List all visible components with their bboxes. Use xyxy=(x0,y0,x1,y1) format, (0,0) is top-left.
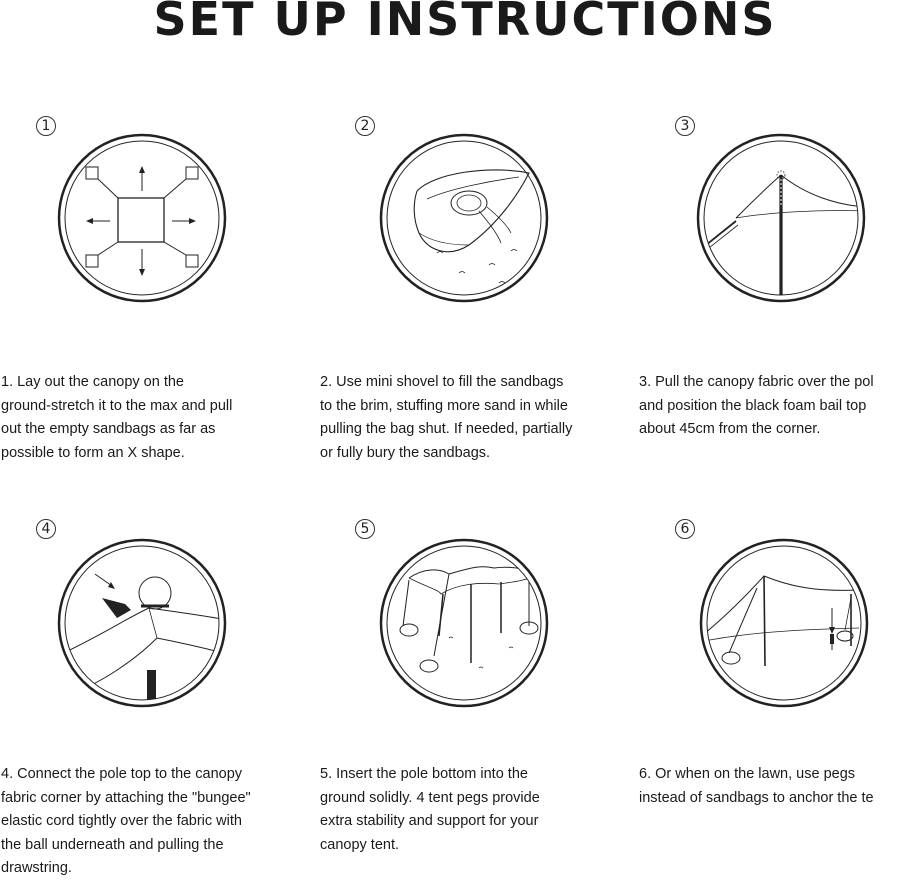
step-description-line: the ball underneath and pulling the xyxy=(1,836,224,853)
step-number-badge: 2 xyxy=(355,116,375,136)
step-description-line: out the empty sandbags as far as xyxy=(1,421,216,437)
step-description-line: pulling the bag shut. If needed, partially xyxy=(320,421,573,437)
step-description-line: 1. Lay out the canopy on the xyxy=(1,374,184,390)
step-description-line: ground solidly. 4 tent pegs provide xyxy=(320,789,540,806)
step-description xyxy=(639,763,901,810)
step-description-line: to the brim, stuffing more sand in while xyxy=(320,397,568,414)
step-number-badge: 5 xyxy=(355,519,375,539)
step-number-badge: 3 xyxy=(675,116,695,136)
step-description-line: possible to form an X shape. xyxy=(1,444,185,461)
step-description xyxy=(320,763,620,857)
step-description-line: 5. Insert the pole bottom into the xyxy=(320,766,528,782)
step-description-line: or fully bury the sandbags. xyxy=(320,444,491,461)
step-description-line: 2. Use mini shovel to fill the sandbags xyxy=(320,374,564,390)
step-number-badge: 6 xyxy=(675,519,695,539)
step-description-line: ground-stretch it to the max and pull xyxy=(1,397,233,414)
canopy-layout-icon xyxy=(57,133,227,303)
step-description-line: about 45cm from the corner. xyxy=(639,421,821,437)
step-number-badge: 1 xyxy=(36,116,56,136)
step-description xyxy=(1,763,301,881)
pole-insert-icon xyxy=(379,538,549,708)
step-description-line: and position the black foam bail top xyxy=(639,397,867,414)
step-description-line: 6. Or when on the lawn, use pegs xyxy=(639,766,856,782)
step-description xyxy=(639,371,901,442)
tent-peg-icon xyxy=(699,538,869,708)
page-title: SET UP INSTRUCTIONS xyxy=(153,0,777,46)
step-description xyxy=(1,371,301,465)
step-description-line: instead of sandbags to anchor the te xyxy=(639,789,874,806)
sandbag-fill-icon xyxy=(379,133,549,303)
step-description-line: drawstring. xyxy=(1,860,72,876)
step-description-line: elastic cord tightly over the fabric with xyxy=(1,813,242,829)
step-number-badge: 4 xyxy=(36,519,56,539)
step-description-line: extra stability and support for your xyxy=(320,813,539,829)
pole-fabric-icon xyxy=(696,133,866,303)
step-description-line: 4. Connect the pole top to the canopy xyxy=(1,766,243,782)
step-description-line: canopy tent. xyxy=(320,836,399,853)
step-description-line: fabric corner by attaching the "bungee" xyxy=(1,789,251,806)
step-description-line: 3. Pull the canopy fabric over the pol xyxy=(639,374,874,390)
bungee-corner-icon xyxy=(57,538,227,708)
step-description xyxy=(320,371,620,465)
